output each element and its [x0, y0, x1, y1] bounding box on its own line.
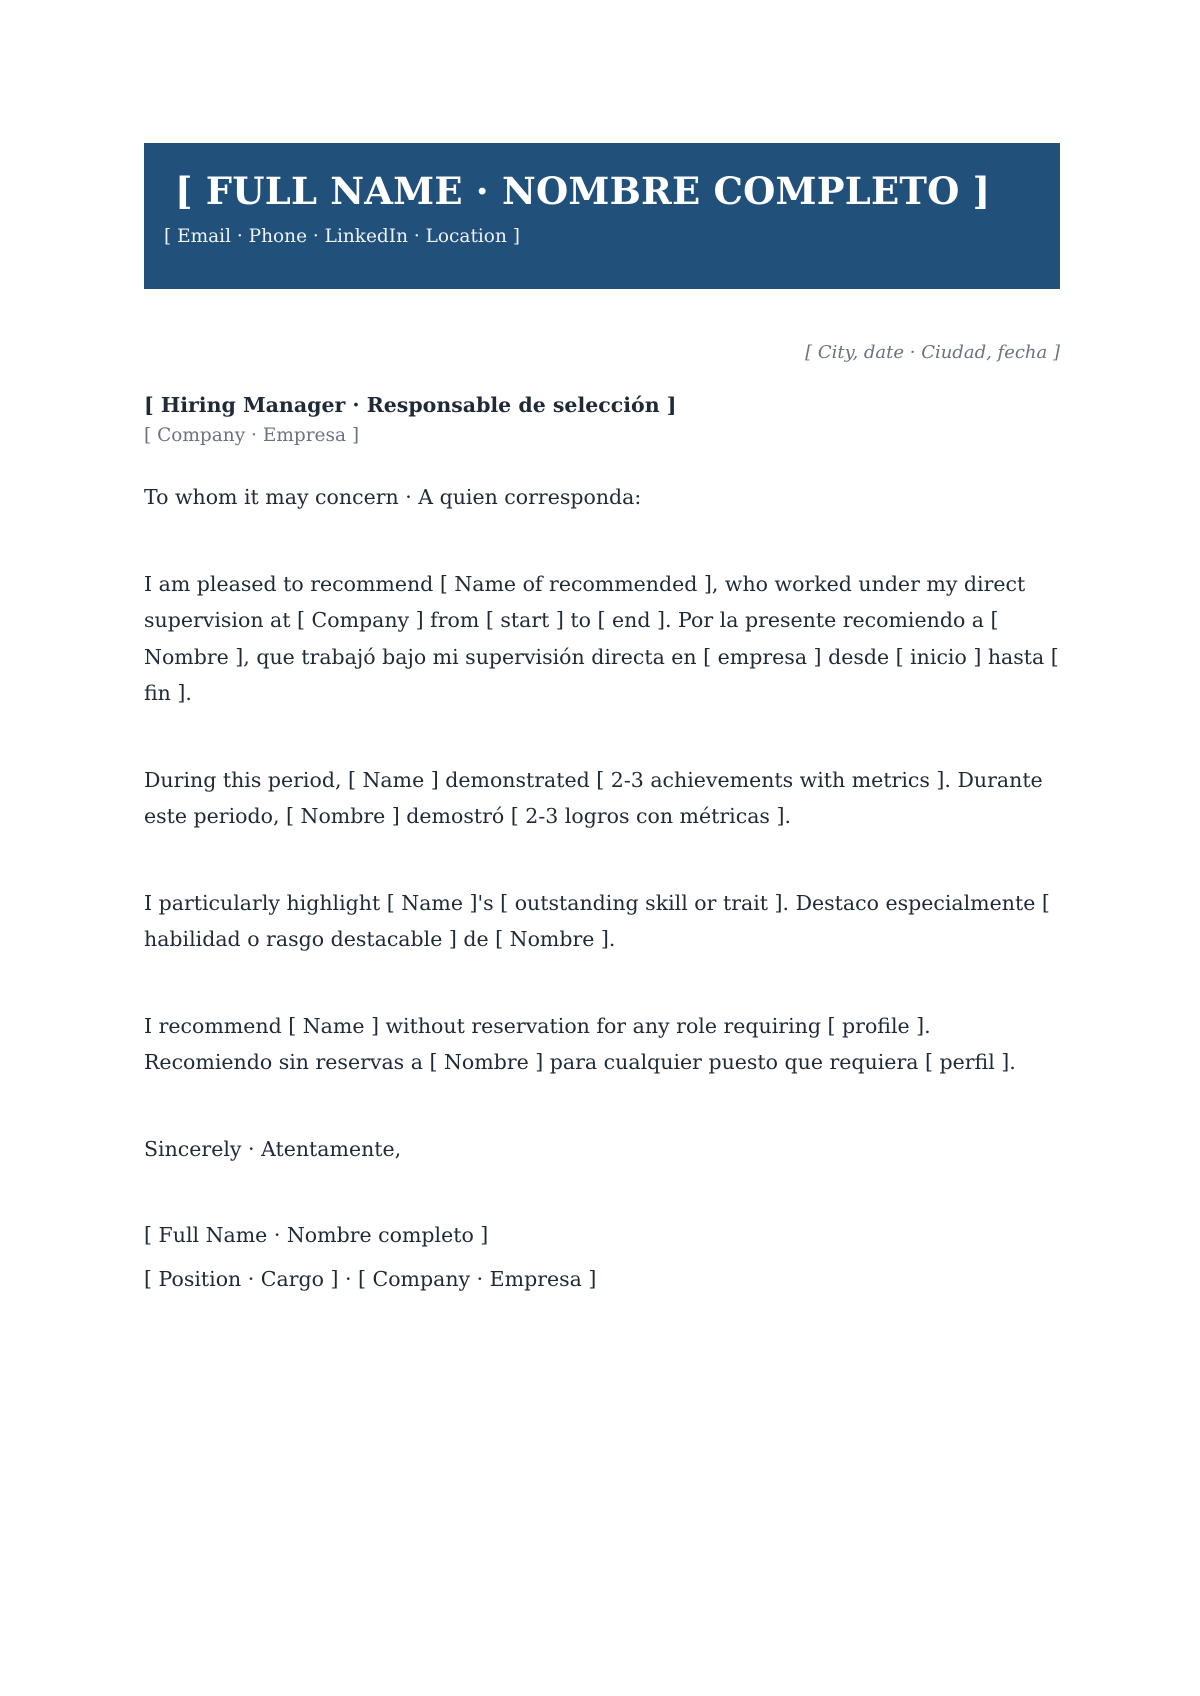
paragraph-3: I particularly highlight [ Name ]'s [ outstanding skill or trait ]. Destaco especialmente [ habilidad o rasgo destacable ] de [ Nombre ]. [144, 890, 1050, 951]
paragraph-2: During this period, [ Name ] demonstrated [ 2-3 achievements with metrics ]. Durante este periodo, [ Nombre ] demostró [ 2-3 logros con métricas ]. [144, 767, 1043, 828]
header-band [144, 143, 1060, 289]
header-contact: [ Email · Phone · LinkedIn · Location ] [164, 225, 520, 247]
date-line: [ City, date · Ciudad, fecha ] [805, 342, 1060, 363]
letter-page [144, 143, 1060, 1297]
salutation: To whom it may concern · A quien corresponda: [144, 485, 642, 509]
signature-role: [ Position · Cargo ] · [ Company · Empresa ] [144, 1267, 597, 1291]
signature-name: [ Full Name · Nombre completo ] [144, 1223, 489, 1247]
paragraph-4: I recommend [ Name ] without reservation for any role requiring [ profile ]. Recomiendo sin reservas a [ Nombre ] para cualquier puesto que requiera [ perfil ]. [144, 1013, 1016, 1074]
paragraph-1: I am pleased to recommend [ Name of recommended ], who worked under my direct supervision at [ Company ] from [ start ] to [ end ]. Por la presente recomiendo a [ Nombre ], que trabajó bajo mi supervisión directa en [ empresa ] desde [ inicio ] hasta [ fin ]. [144, 571, 1059, 705]
header-name: [ FULL NAME · NOMBRE COMPLETO ] [175, 169, 991, 213]
recipient-title: [ Hiring Manager · Responsable de selección ] [144, 393, 677, 417]
recipient-company: [ Company · Empresa ] [144, 425, 360, 446]
closing: Sincerely · Atentamente, [144, 1136, 402, 1161]
